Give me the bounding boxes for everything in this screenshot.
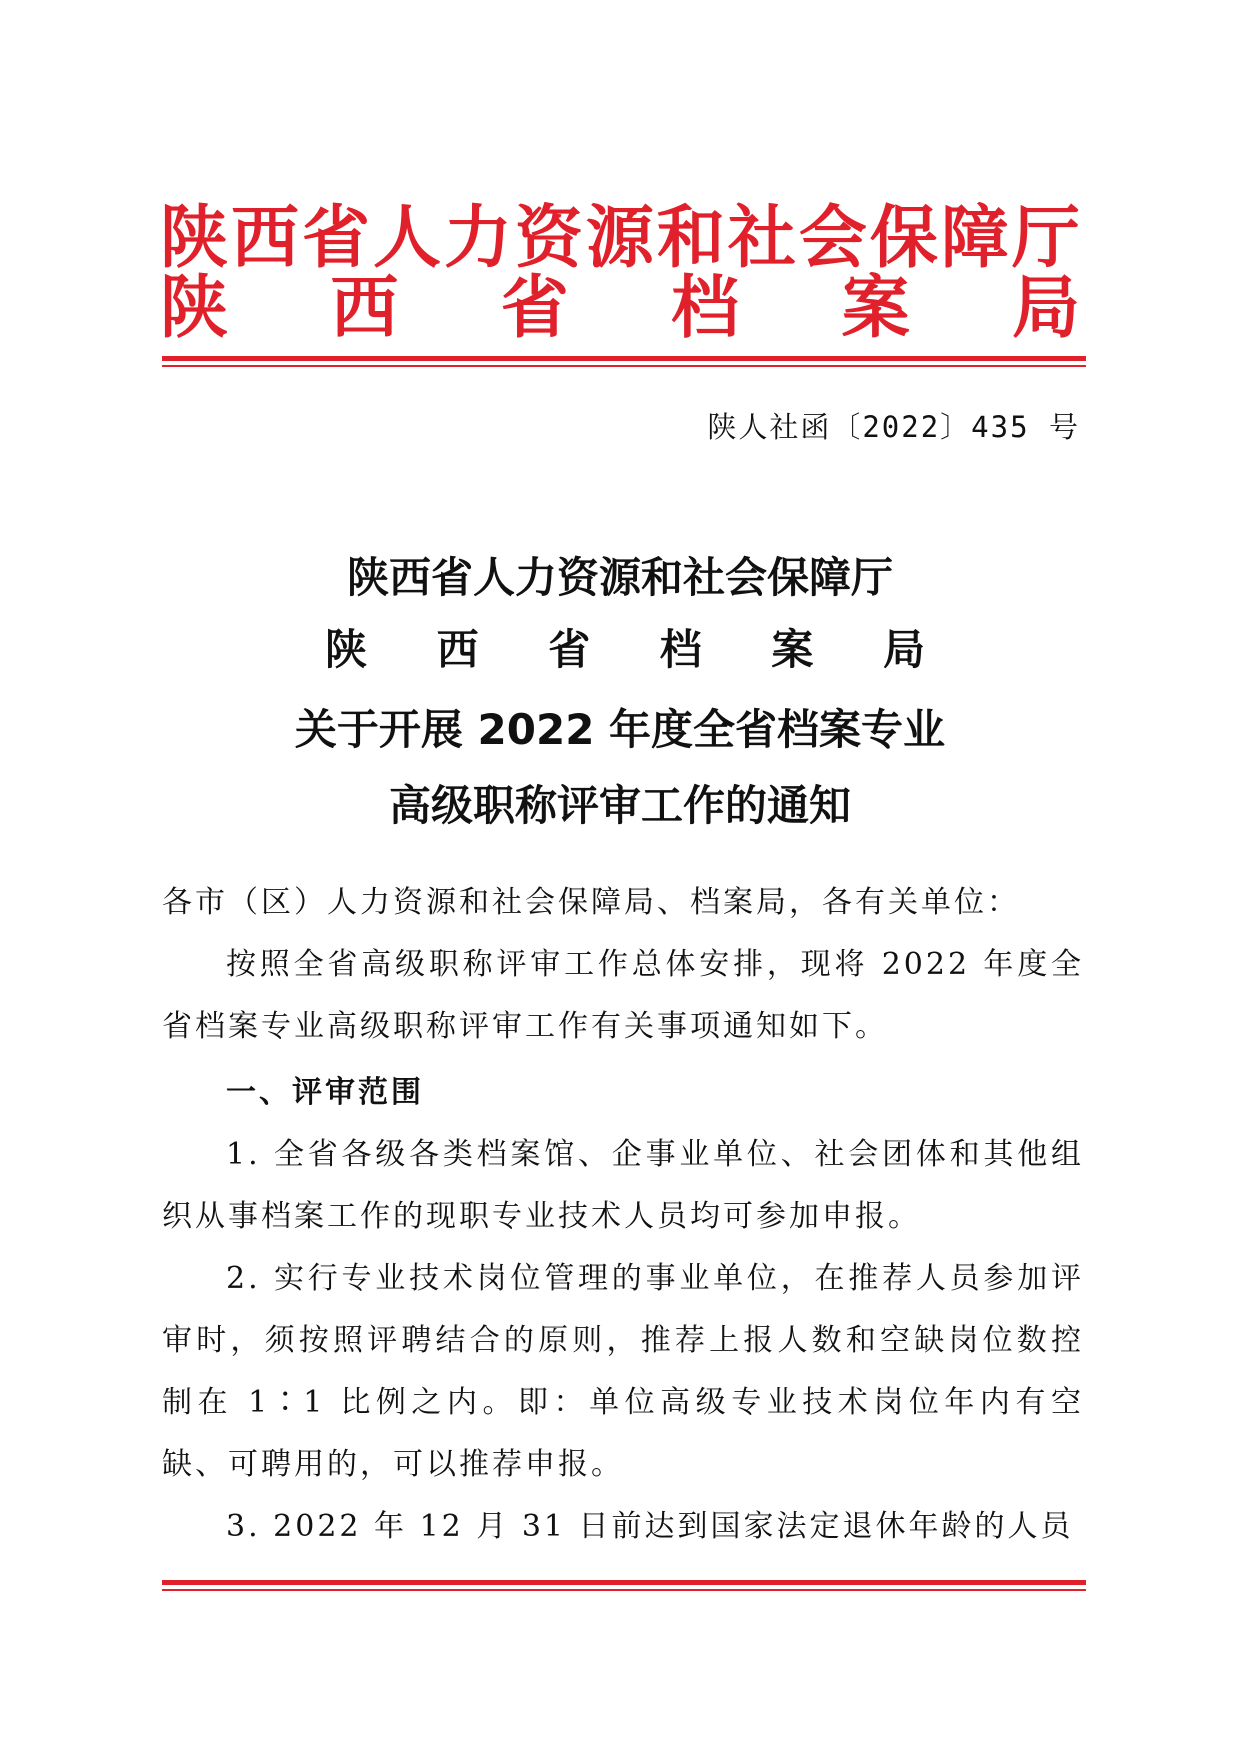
letterhead-char: 局 xyxy=(1011,268,1080,348)
letterhead-char: 障 xyxy=(940,198,1009,278)
title-char: 西 xyxy=(436,625,479,674)
document-number: 陕人社函〔2022〕435 号 xyxy=(707,410,1080,444)
letterhead-char: 档 xyxy=(671,268,740,348)
letterhead-char: 和 xyxy=(656,198,725,278)
salutation: 各市（区）人力资源和社会保障局、档案局，各有关单位： xyxy=(162,885,1020,920)
list-item: 2. 实行专业技术岗位管理的事业单位，在推荐人员参加评审时，须按照评聘结合的原则，推荐上报人数和空缺岗位数控制在 1∶1 比例之内。即：单位高级专业技术岗位年内有空缺、可聘用的，可以推荐申报。 xyxy=(162,1261,1084,1482)
title-char: 陕 xyxy=(325,625,368,674)
letterhead-char: 省 xyxy=(301,198,370,278)
title-char: 局 xyxy=(882,625,925,674)
letterhead-char: 源 xyxy=(585,198,654,278)
title-char: 档 xyxy=(659,625,702,674)
letterhead-char: 西 xyxy=(330,268,399,348)
title-subject-2: 高级职称评审工作的通知 xyxy=(388,781,851,830)
letterhead-char: 厅 xyxy=(1011,198,1080,278)
footer-divider xyxy=(162,1580,1086,1591)
letterhead-char: 力 xyxy=(443,198,512,278)
letterhead-char: 资 xyxy=(514,198,583,278)
letterhead-char: 社 xyxy=(727,198,796,278)
list-item: 1. 全省各级各类档案馆、企事业单位、社会团体和其他组织从事档案工作的现职专业技术人员均可参加申报。 xyxy=(162,1137,1084,1234)
letterhead-char: 会 xyxy=(798,198,867,278)
letterhead-char: 陕 xyxy=(160,268,229,348)
title-issuer-1: 陕西省人力资源和社会保障厅 xyxy=(346,553,893,602)
title-char: 案 xyxy=(771,625,814,674)
letterhead-char: 省 xyxy=(500,268,569,348)
letterhead-line-1 xyxy=(160,198,1080,278)
section-heading: 一、评审范围 xyxy=(226,1075,424,1110)
title-char: 省 xyxy=(548,625,591,674)
title-issuer-2 xyxy=(325,622,925,678)
letterhead-char: 西 xyxy=(230,198,299,278)
letterhead-line-2 xyxy=(160,268,1080,348)
letterhead-char: 人 xyxy=(372,198,441,278)
letterhead-char: 案 xyxy=(841,268,910,348)
letterhead-divider xyxy=(162,356,1086,367)
letterhead-char: 陕 xyxy=(160,198,229,278)
intro-paragraph: 按照全省高级职称评审工作总体安排，现将 2022 年度全省档案专业高级职称评审工作有关事项通知如下。 xyxy=(162,947,1084,1044)
letterhead-char: 保 xyxy=(869,198,938,278)
title-subject-1: 关于开展 2022 年度全省档案专业 xyxy=(294,705,946,754)
list-item: 3. 2022 年 12 月 31 日前达到国家法定退休年龄的人员 xyxy=(226,1509,1074,1544)
